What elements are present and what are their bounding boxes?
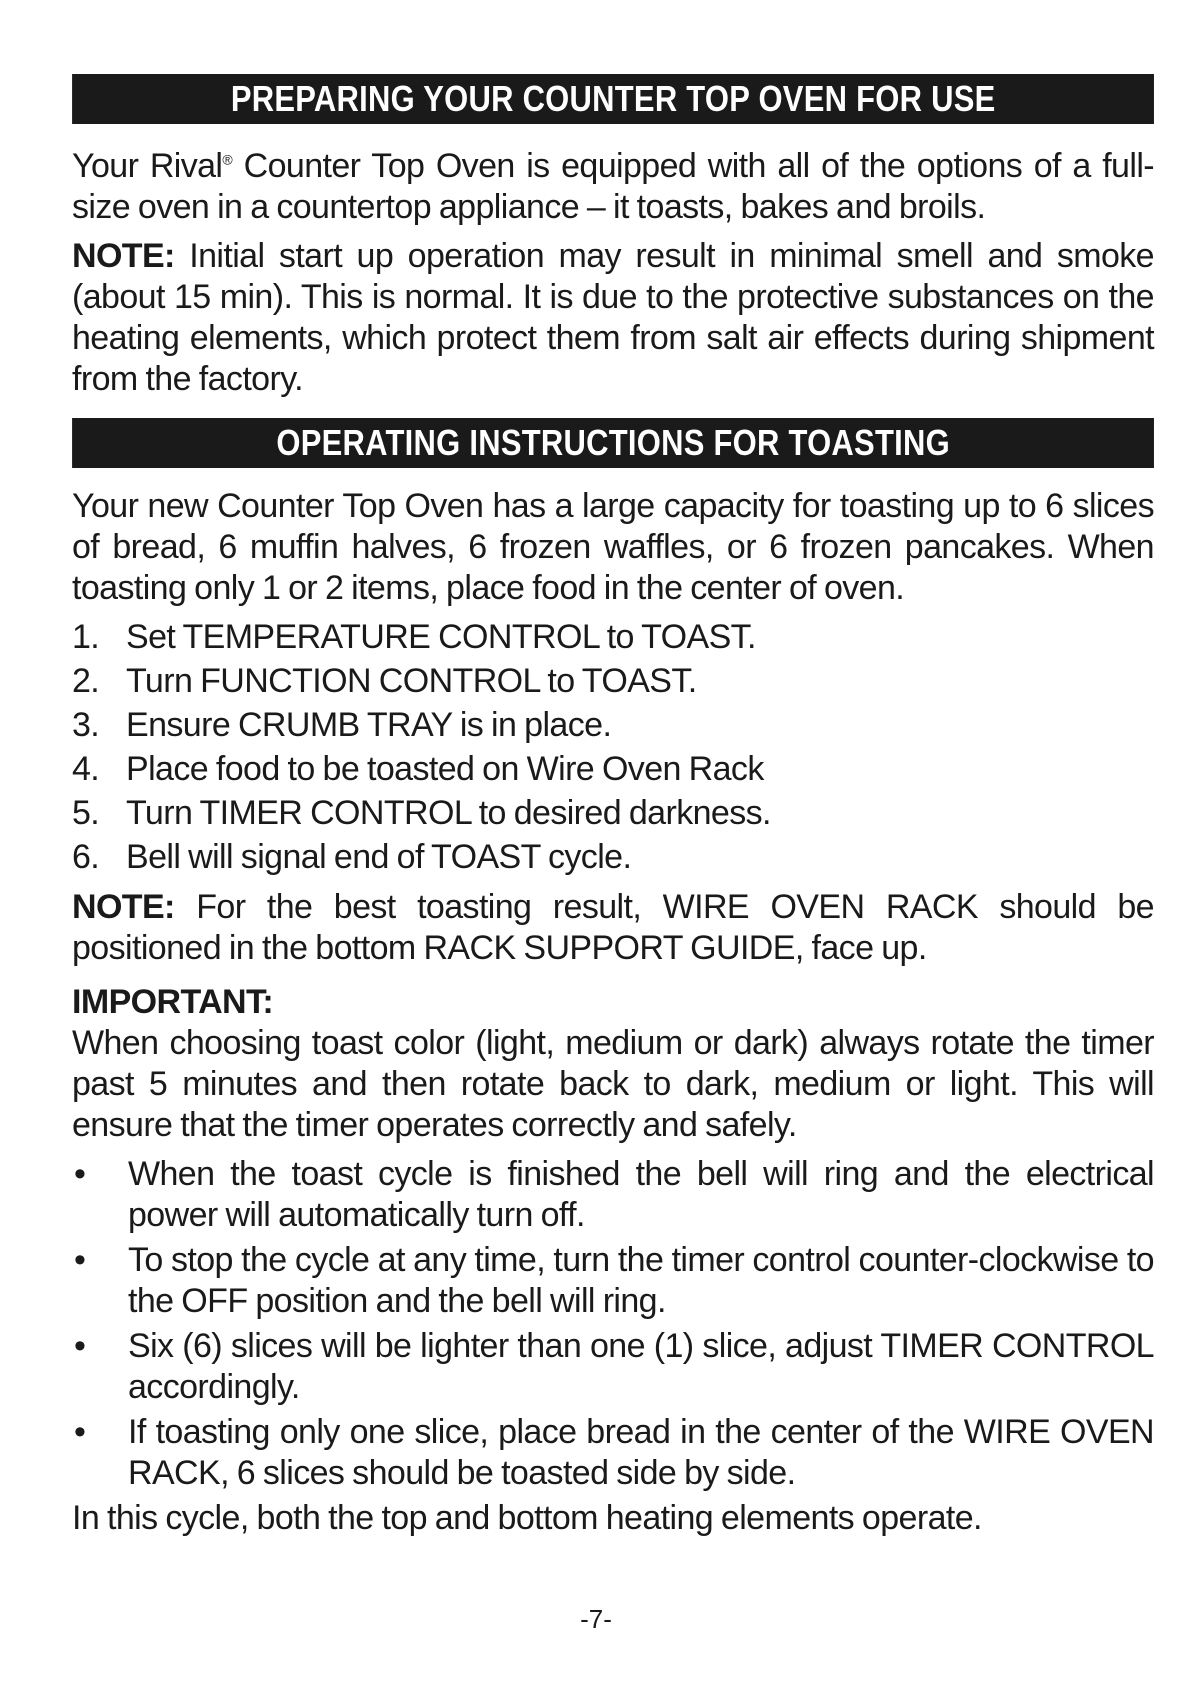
step-text: Turn FUNCTION CONTROL to TOAST. — [126, 662, 697, 700]
step-number: 4. — [72, 750, 100, 788]
bullet-mark: • — [74, 1327, 86, 1365]
closing-paragraph: In this cycle, both the top and bottom heating elements operate. — [72, 1499, 982, 1537]
list-item — [72, 1154, 1154, 1236]
note-paragraph-1 — [72, 236, 1154, 400]
bullet-text: If toasting only one slice, place bread in the center of the WIRE OVEN RACK, 6 slices should be toasted side by side. — [128, 1413, 1154, 1492]
list-item — [72, 1326, 1154, 1408]
section-heading-toasting: OPERATING INSTRUCTIONS FOR TOASTING — [72, 418, 1154, 468]
step-text: Place food to be toasted on Wire Oven Rack — [126, 750, 764, 788]
step-number: 6. — [72, 838, 100, 876]
bullet-mark: • — [74, 1155, 86, 1193]
important-label: IMPORTANT: — [72, 983, 274, 1021]
toasting-steps-list — [72, 615, 1154, 879]
registered-mark: ® — [222, 151, 233, 168]
list-item — [72, 659, 1154, 703]
list-item — [72, 1412, 1154, 1494]
bullet-mark: • — [74, 1241, 86, 1279]
step-text: Bell will signal end of TOAST cycle. — [126, 838, 632, 876]
bullet-text: Six (6) slices will be lighter than one (1) slice, adjust TIMER CONTROL accordingly. — [128, 1327, 1154, 1406]
note-text: Initial start up operation may result in minimal smell and smoke (about 15 min). This is normal. It is due to the protective substances on the heating elements, which protect them from salt air effects during shipment from the factory. — [72, 237, 1154, 398]
important-paragraph: When choosing toast color (light, medium or dark) always rotate the timer past 5 minutes and then rotate back to dark, medium or light. This will ensure that the timer operates correctly and safely. — [72, 1024, 1154, 1144]
note-label: NOTE: — [72, 888, 175, 926]
page-number: -7- — [580, 1604, 612, 1634]
list-item — [72, 615, 1154, 659]
intro-text-b: Counter Top Oven is equipped with all of the options of a full-size oven in a countertop appliance – it toasts, bakes and broils. — [72, 147, 1154, 226]
step-number: 5. — [72, 794, 100, 832]
bullet-mark: • — [74, 1413, 86, 1451]
toasting-bullets-list — [72, 1154, 1154, 1494]
step-number: 3. — [72, 706, 100, 744]
list-item — [72, 747, 1154, 791]
manual-page — [72, 74, 1154, 1539]
bullet-text: When the toast cycle is finished the bell will ring and the electrical power will automatically turn off. — [128, 1155, 1154, 1234]
intro-paragraph — [72, 146, 1154, 228]
step-number: 1. — [72, 618, 100, 656]
bullet-text: To stop the cycle at any time, turn the timer control counter-clockwise to the OFF position and the bell will ring. — [128, 1241, 1154, 1320]
toasting-intro: Your new Counter Top Oven has a large capacity for toasting up to 6 slices of bread, 6 muffin halves, 6 frozen waffles, or 6 frozen pancakes. When toasting only 1 or 2 items, place food in the center of oven. — [72, 487, 1154, 607]
step-text: Set TEMPERATURE CONTROL to TOAST. — [126, 618, 756, 656]
list-item — [72, 791, 1154, 835]
step-text: Ensure CRUMB TRAY is in place. — [126, 706, 612, 744]
note-text: For the best toasting result, WIRE OVEN RACK should be positioned in the bottom RACK SUPPORT GUIDE, face up. — [72, 888, 1154, 967]
note-paragraph-2 — [72, 887, 1154, 969]
step-number: 2. — [72, 662, 100, 700]
section-heading-preparing: PREPARING YOUR COUNTER TOP OVEN FOR USE — [72, 74, 1154, 124]
step-text: Turn TIMER CONTROL to desired darkness. — [126, 794, 771, 832]
list-item — [72, 1240, 1154, 1322]
note-label: NOTE: — [72, 237, 175, 275]
list-item — [72, 703, 1154, 747]
intro-text-a: Your Rival — [72, 147, 223, 185]
list-item — [72, 835, 1154, 879]
